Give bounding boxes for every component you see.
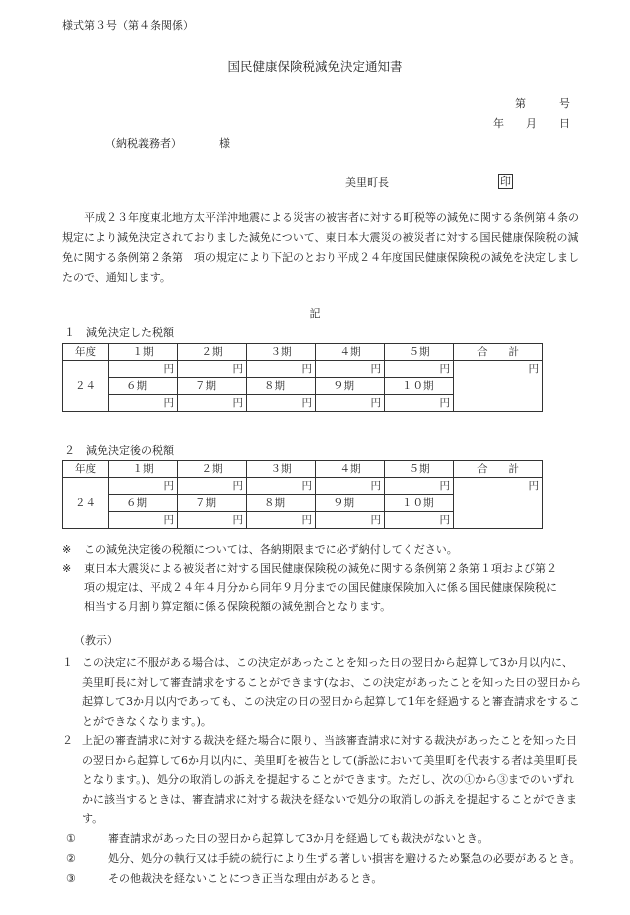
sub-item: ① 審査請求があった日の翌日から起算して3か月を経過しても裁決がないとき。 [66,831,489,845]
period-label: ７期 [178,378,247,395]
notice-body: 平成２３年度東北地方太平洋沖地震による災害の被害者に対する町税等の減免に関する条例第４条の規定により減免決定されておりました減免について、東日本大震災の被災者に対する国民健康保険税の減免に関する条例第２条第 項の規定により下記のとおり平成２４年度国民健康保険税の減免を決定しましたので、通知します。 [62,211,579,284]
table-row [63,361,543,378]
header-cell: ４期 [316,344,385,361]
period-label: ９期 [316,495,385,512]
year-cell: ２４ [63,478,109,529]
official-seal: 印 [500,175,511,188]
header-cell: ５期 [385,344,454,361]
period-label: １０期 [385,495,454,512]
issuer-name: 美里町長 [345,176,389,189]
amount-cell: 円 [385,512,454,529]
header-cell: １期 [109,461,178,478]
header-cell: ５期 [385,461,454,478]
amount-cell: 円 [316,478,385,495]
table-header-row [63,344,543,361]
total-cell: 円 [454,478,543,529]
header-cell: ４期 [316,461,385,478]
instructions-list [62,653,582,889]
note-reduction-ratio: ※ 東日本大震災による被災者に対する国民健康保険税の減免に関する条例第２条第１項および第２項の規定は、平成２４年４月分から同年９月分までの国民健康保険加入に係る国民健康保険税に相当する月割り算定額に係る保険税額の減免割合となります。 [62,562,557,613]
amount-cell: 円 [316,512,385,529]
period-label: ８期 [247,495,316,512]
total-cell: 円 [454,361,543,412]
year-cell: ２４ [63,361,109,412]
reduction-amount-table [62,343,543,412]
amount-cell: 円 [385,361,454,378]
header-cell: ２期 [178,461,247,478]
amount-cell: 円 [178,512,247,529]
period-label: ８期 [247,378,316,395]
amount-cell: 円 [178,478,247,495]
instructions-heading: （教示） [74,634,118,647]
amount-cell: 円 [316,395,385,412]
period-label: １０期 [385,378,454,395]
header-cell: 合 計 [454,344,543,361]
amount-cell: 円 [109,478,178,495]
post-reduction-table [62,460,543,529]
header-cell: 年度 [63,461,109,478]
header-cell: ２期 [178,344,247,361]
amount-cell: 円 [247,361,316,378]
note-payment-deadline: ※ この減免決定後の税額については、各納期限までに必ず納付してください。 [62,543,458,556]
amount-cell: 円 [109,361,178,378]
table-row [63,478,543,495]
header-cell: ３期 [247,344,316,361]
sub-item: ② 処分、処分の執行又は手続の続行により生ずる著しい損害を避けるため緊急の必要があるとき。 [66,851,581,865]
recipient-honorific: 様 [219,137,230,150]
form-number: 様式第３号（第４条関係） [62,19,194,32]
amount-cell: 円 [316,361,385,378]
instruction-item: ２ 上記の審査請求に対する裁決を経た場合に限り、当該審査請求に対する裁決があったことを知った日の翌日から起算して6か月以内に、美里町を被告として(訴訟において美里町を代表する者は美里町長となります。)、処分の取消しの訴えを提起することができます。ただし、次の①から③までのいずれかに該当するときは、審査請求に対する裁決を経ないで処分の取消しの訴えを提起することができます。 [62,734,578,825]
period-label: ６期 [109,495,178,512]
table1-caption: １ 減免決定した税額 [64,326,174,339]
amount-cell: 円 [178,395,247,412]
amount-cell: 円 [178,361,247,378]
table2-caption: ２ 減免決定後の税額 [64,444,174,457]
table-header-row [63,461,543,478]
sub-item: ③ その他裁決を経ないことにつき正当な理由があるとき。 [66,871,383,885]
recipient-label: （納税義務者） [105,137,182,150]
amount-cell: 円 [109,395,178,412]
header-cell: 年度 [63,344,109,361]
header-cell: １期 [109,344,178,361]
issue-date: 年 月 日 [493,117,570,130]
instruction-item: １ この決定に不服がある場合は、この決定があったことを知った日の翌日から起算して3か月以内に、美里町長に対して審査請求をすることができます(なお、この決定があったことを知った日の翌日から起算して3か月以内であっても、この決定の日の翌日から起算して1年を経過すると審査請求をすることができなくなります。)。 [62,656,582,728]
amount-cell: 円 [247,395,316,412]
header-cell: 合 計 [454,461,543,478]
document-title: 国民健康保険税減免決定通知書 [227,59,403,74]
document-number: 第 号 [515,97,570,110]
amount-cell: 円 [385,395,454,412]
amount-cell: 円 [247,478,316,495]
amount-cell: 円 [109,512,178,529]
period-label: ７期 [178,495,247,512]
ki-heading: 記 [309,307,321,320]
period-label: ６期 [109,378,178,395]
period-label: ９期 [316,378,385,395]
amount-cell: 円 [247,512,316,529]
header-cell: ３期 [247,461,316,478]
amount-cell: 円 [385,478,454,495]
